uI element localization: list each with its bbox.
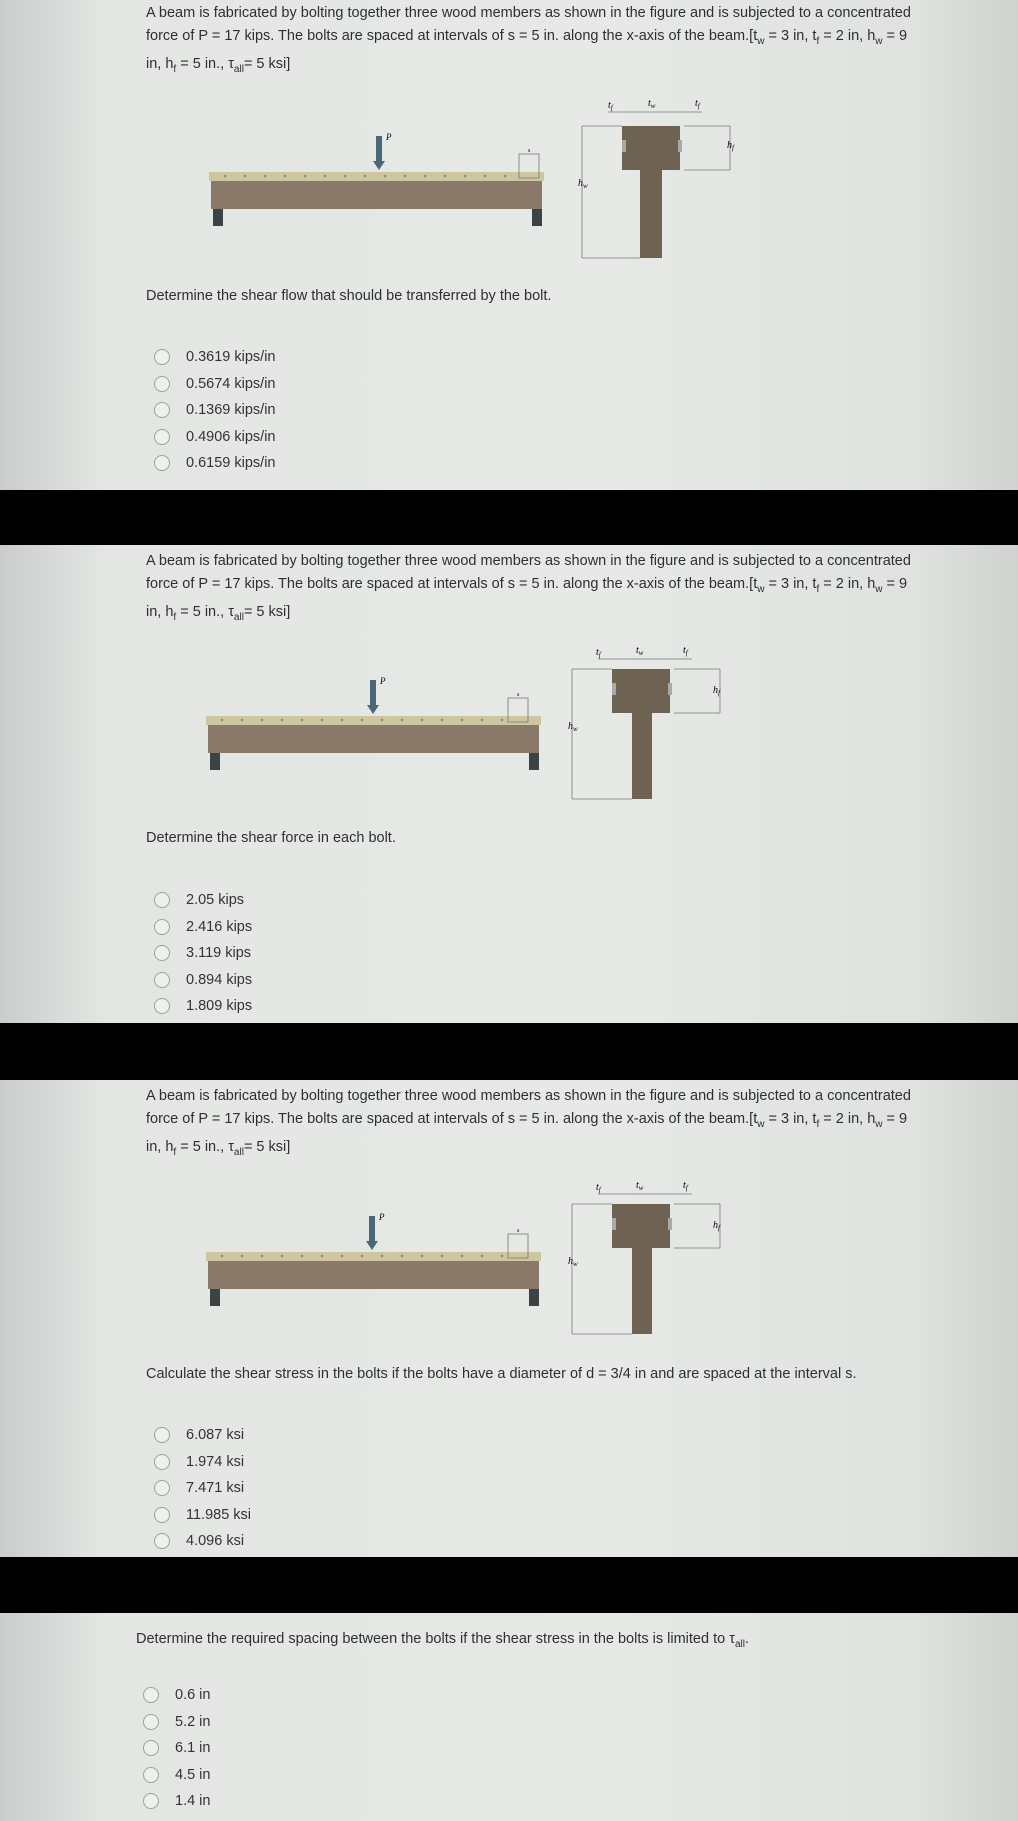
svg-text:hf: $h_f$ [713, 1220, 720, 1232]
answer-options [154, 344, 275, 477]
question-prompt: Calculate the shear stress in the bolts if the bolts have a diameter of d = 3/4 in and are spaced at the interval s. [146, 1366, 857, 1382]
question-panel-2 [0, 545, 1018, 1023]
radio-button[interactable] [154, 919, 170, 935]
answer-options [154, 1422, 251, 1555]
spacing-label: s [528, 148, 531, 154]
answer-options [143, 1682, 210, 1815]
radio-button[interactable] [154, 402, 170, 418]
answer-option[interactable]: 11.985 ksi [154, 1502, 251, 1529]
answer-option[interactable]: 2.05 kips [154, 887, 252, 914]
load-label: P [379, 1212, 385, 1222]
radio-button[interactable] [154, 1427, 170, 1443]
answer-option[interactable]: 4.096 ksi [154, 1528, 251, 1555]
question-panel-3 [0, 1080, 1018, 1557]
radio-button[interactable] [154, 892, 170, 908]
svg-text:hf: $h_f$ [713, 685, 720, 697]
question-prompt: Determine the shear flow that should be transferred by the bolt. [146, 288, 552, 304]
radio-button[interactable] [154, 429, 170, 445]
radio-button[interactable] [154, 1533, 170, 1549]
beam-figure [202, 1208, 547, 1313]
radio-button[interactable] [143, 1767, 159, 1783]
svg-text:tf: $t_f$ [596, 647, 601, 659]
radio-button[interactable] [154, 1454, 170, 1470]
answer-option[interactable]: 4.5 in [143, 1762, 210, 1789]
cross-section-figure [570, 90, 745, 260]
answer-option[interactable]: 2.416 kips [154, 914, 252, 941]
radio-button[interactable] [154, 998, 170, 1014]
answer-option[interactable]: 0.6159 kips/in [154, 450, 275, 477]
answer-option[interactable]: 3.119 kips [154, 940, 252, 967]
radio-button[interactable] [154, 1480, 170, 1496]
problem-statement: A beam is fabricated by bolting together three wood members as shown in the figure and is subjected to a concentrated force of P = 17 kips. The bolts are spaced at intervals of s = 5 in. along the x-axis of the $beam.[t_w = 3$ in, $t_f = 2$ in, $h_w = 9$ in, $h_f = 5$ in., $\tau_{all}= 5$ ksi] [146, 5, 911, 75]
answer-options [154, 887, 252, 1020]
question-prompt: Determine the shear force in each bolt. [146, 830, 396, 846]
answer-option[interactable]: 0.6 in [143, 1682, 210, 1709]
svg-text:tf: $t_f$ [608, 100, 613, 112]
svg-text:tf: $t_f$ [596, 1182, 601, 1194]
answer-option[interactable]: 5.2 in [143, 1709, 210, 1736]
spacing-label: s [517, 692, 520, 698]
svg-text:hw: $h_w$ [568, 1256, 578, 1268]
radio-button[interactable] [154, 945, 170, 961]
load-label: P [380, 676, 386, 686]
svg-text:hf: $h_f$ [727, 140, 734, 152]
answer-option[interactable]: 0.3619 kips/in [154, 344, 275, 371]
beam-figure [205, 128, 550, 233]
question-panel-4 [0, 1613, 1018, 1821]
radio-button[interactable] [143, 1793, 159, 1809]
svg-text:tw: $t_w$ [648, 98, 656, 110]
svg-text:tw: $t_w$ [636, 1180, 644, 1192]
radio-button[interactable] [154, 972, 170, 988]
radio-button[interactable] [143, 1740, 159, 1756]
radio-button[interactable] [154, 455, 170, 471]
answer-option[interactable]: 6.1 in [143, 1735, 210, 1762]
question-panel-1 [0, 0, 1018, 490]
radio-button[interactable] [143, 1687, 159, 1703]
beam-figure [202, 672, 547, 777]
load-arrow [370, 680, 376, 706]
answer-option[interactable]: 0.5674 kips/in [154, 371, 275, 398]
svg-text:tf: $t_f$ [683, 1180, 688, 1192]
answer-option[interactable]: 0.1369 kips/in [154, 397, 275, 424]
svg-text:tf: $t_f$ [695, 98, 700, 110]
svg-text:tf: $t_f$ [683, 645, 688, 657]
cross-section-figure [560, 1172, 735, 1342]
svg-text:hw: $h_w$ [578, 178, 588, 190]
answer-option[interactable]: 6.087 ksi [154, 1422, 251, 1449]
cross-section-figure [560, 637, 735, 807]
load-arrow [369, 1216, 375, 1242]
radio-button[interactable] [154, 349, 170, 365]
problem-statement: A beam is fabricated by bolting together three wood members as shown in the figure and is subjected to a concentrated force of P = 17 kips. The bolts are spaced at intervals of s = 5 in. along the x-axis of the $beam.[t_w = 3$ in, $t_f = 2$ in, $h_w = 9$ in, $h_f = 5$ in., $\tau_{all}= 5$ ksi] [146, 1088, 911, 1158]
answer-option[interactable]: 0.4906 kips/in [154, 424, 275, 451]
answer-option[interactable]: 7.471 ksi [154, 1475, 251, 1502]
problem-statement: A beam is fabricated by bolting together three wood members as shown in the figure and is subjected to a concentrated force of P = 17 kips. The bolts are spaced at intervals of s = 5 in. along the x-axis of the $beam.[t_w = 3$ in, $t_f = 2$ in, $h_w = 9$ in, $h_f = 5$ in., $\tau_{all}= 5$ ksi] [146, 553, 911, 623]
answer-option[interactable]: 1.4 in [143, 1788, 210, 1815]
radio-button[interactable] [154, 376, 170, 392]
svg-text:tw: $t_w$ [636, 645, 644, 657]
answer-option[interactable]: 0.894 kips [154, 967, 252, 994]
radio-button[interactable] [143, 1714, 159, 1730]
question-prompt: Determine the required spacing between the bolts if the shear stress in the bolts is limited to $\tau_{all}$. [136, 1631, 749, 1650]
load-arrow [376, 136, 382, 162]
load-label: P [386, 132, 392, 142]
svg-text:hw: $h_w$ [568, 721, 578, 733]
answer-option[interactable]: 1.974 ksi [154, 1449, 251, 1476]
radio-button[interactable] [154, 1507, 170, 1523]
answer-option[interactable]: 1.809 kips [154, 993, 252, 1020]
spacing-label: s [517, 1228, 520, 1234]
